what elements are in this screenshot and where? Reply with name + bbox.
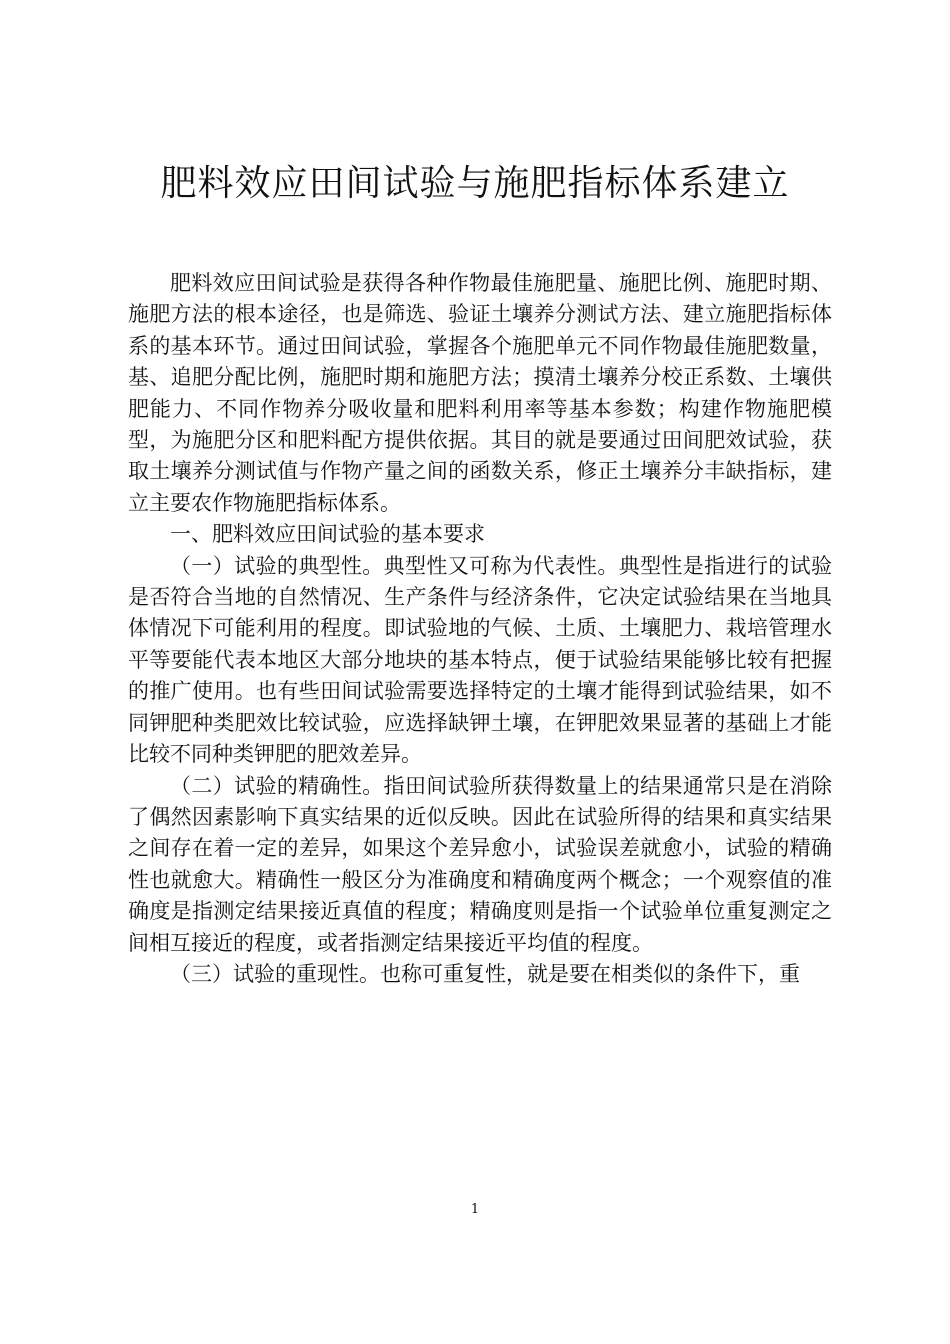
paragraph-item-2: （二）试验的精确性。指田间试验所获得数量上的结果通常只是在消除了偶然因素影响下真实结果的近似反映。因此在试验所得的结果和真实结果之间存在着一定的差异，如果这个差异愈小，试验误差就愈小，试验的精确性也就愈大。精确性一般区分为准确度和精确度两个概念；一个观察值的准确度是指测定结果接近真值的程度；精确度则是指一个试验单位重复测定之间相互接近的程度，或者指测定结果接近平均值的程度。 (128, 773, 832, 955)
intro-paragraph: 肥料效应田间试验是获得各种作物最佳施肥量、施肥比例、施肥时期、施肥方法的根本途径，也是筛选、验证土壤养分测试方法、建立施肥指标体系的基本环节。通过田间试验，掌握各个施肥单元不同作物最佳施肥数量，基、追肥分配比例，施肥时期和施肥方法；摸清土壤养分校正系数、土壤供肥能力、不同作物养分吸收量和肥料利用率等基本参数；构建作物施肥模型，为施肥分区和肥料配方提供依据。其目的就是要通过田间肥效试验，获取土壤养分测试值与作物产量之间的函数关系，修正土壤养分丰缺指标，建立主要农作物施肥指标体系。 (128, 271, 832, 515)
document-title: 肥料效应田间试验与施肥指标体系建立 (160, 163, 790, 204)
document-body (128, 268, 832, 990)
paragraph-item-3: （三）试验的重现性。也称可重复性，就是要在相类似的条件下，重 (170, 961, 800, 986)
paragraph-item-1: （一）试验的典型性。典型性又可称为代表性。典型性是指进行的试验是否符合当地的自然情况、生产条件与经济条件，它决定试验结果在当地具体情况下可能利用的程度。即试验地的气候、土质、土壤肥力、栽培管理水平等要能代表本地区大部分地块的基本特点，便于试验结果能够比较有把握的推广使用。也有些田间试验需要选择特定的土壤才能得到试验结果，如不同钾肥种类肥效比较试验，应选择缺钾土壤，在钾肥效果显著的基础上才能比较不同种类钾肥的肥效差异。 (128, 553, 832, 767)
section-heading: 一、肥料效应田间试验的基本要求 (170, 522, 485, 547)
page-number: 1 (470, 1202, 480, 1217)
